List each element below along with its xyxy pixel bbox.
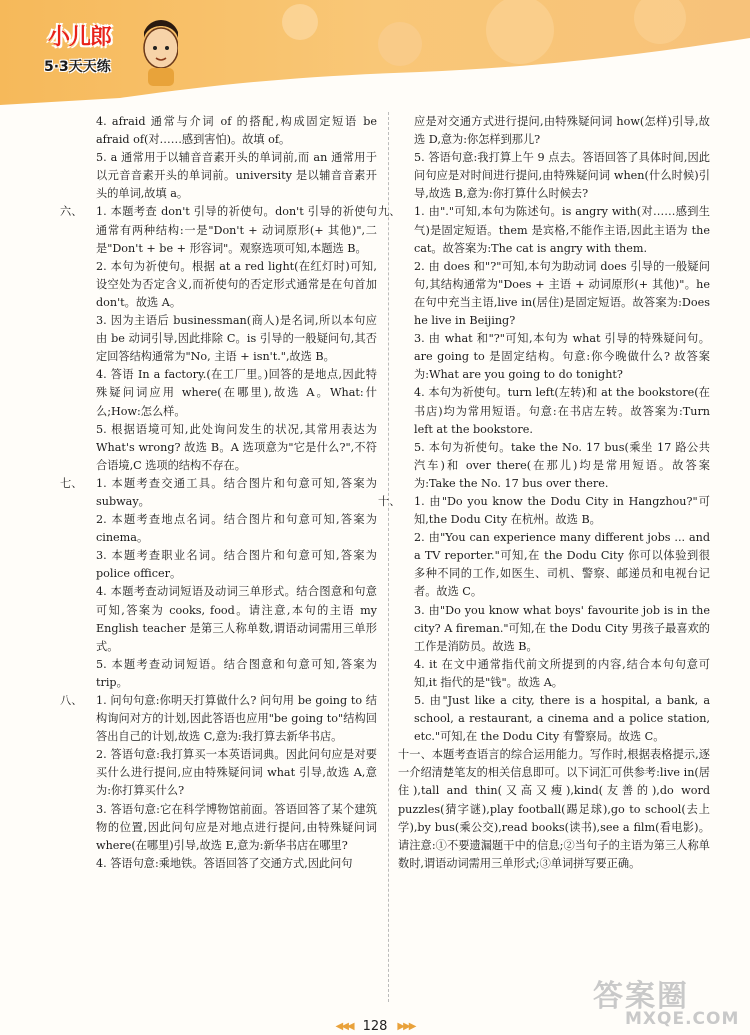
answer-paragraph	[80, 312, 377, 366]
answer-paragraph	[80, 113, 377, 149]
answer-text: 2. 由"You can experience many different jobs ... and a TV reporter."可知,在 the Dodu City 你可以体验到很多种不同的工作,如医生、司机、警察、邮递员和电视台记者。故选 C。	[414, 531, 710, 599]
watermark-url: MXQE.COM	[625, 1009, 740, 1029]
logo-title: 小儿郎	[48, 25, 112, 50]
answer-text: 4. 答语 In a factory.(在工厂里。)回答的是地点,因此特殊疑问词应用 where(在哪里),故选 A。What:什么;How:怎么样。	[96, 368, 377, 418]
watermark-text: 答案圈	[593, 979, 689, 1014]
answer-paragraph	[398, 149, 710, 203]
answer-text: 5. 由"Just like a city, there is a hospital, a bank, a school, a restaurant, a cinema and a police station, etc."可知,在 the Dodu City 有警察局。故选 C。	[414, 694, 710, 744]
answer-text: 2. 本题考查地点名词。结合图片和句意可知,答案为 cinema。	[96, 513, 377, 545]
answer-text: 4. afraid 通常与介词 of 的搭配,构成固定短语 be afraid of(对……感到害怕)。故填 of。	[96, 115, 377, 147]
answer-paragraph	[80, 149, 377, 203]
answer-text: 5. a 通常用于以辅音音素开头的单词前,而 an 通常用于以元音音素开头的单词前。university 是以辅音音素开头的单词,故填 a。	[96, 151, 377, 201]
answer-text: 3. 答语句意:它在科学博物馆前面。答语回答了某个建筑物的位置,因此问句应是对地点进行提问,由特殊疑问词 where(在哪里)引导,故选 E,意为:新华书店在哪里?	[96, 802, 377, 852]
series-logo	[18, 8, 178, 88]
answer-text: 5. 本句为祈使句。take the No. 17 bus(乘坐 17 路公共汽车)和 over there(在那儿)均是常用短语。故答案为:Take the No. 17 bus over there.	[414, 440, 710, 490]
answer-paragraph	[398, 113, 710, 149]
answer-paragraph	[378, 203, 710, 257]
arrows-right-icon: ▶▶▶	[397, 1021, 415, 1032]
answer-text: 1. 本题考查 don't 引导的祈使句。don't 引导的祈使句通常有两种结构:一是"Don't + 动词原形(+ 其他)",二是"Don't + be + 形容词"。观察选项可知,本题选 B。	[96, 205, 377, 255]
answer-paragraph	[80, 746, 377, 800]
answer-paragraph	[398, 258, 710, 330]
answer-text: 5. 答语句意:我打算上午 9 点去。答语回答了具体时间,因此问句应是对时间进行提问,由特殊疑问词 when(什么时候)引导,故选 B,意为:你打算什么时候去?	[414, 151, 710, 201]
answer-paragraph	[80, 258, 377, 312]
answer-paragraph	[398, 692, 710, 746]
answer-paragraph	[398, 384, 710, 438]
answer-text: 1. 问句句意:你明天打算做什么? 问句用 be going to 结构询问对方的计划,因此答语也应用"be going to"结构回答出自己的计划,故选 C,意为:我打算去新华书店。	[96, 694, 377, 744]
answer-text: 应是对交通方式进行提问,由特殊疑问词 how(怎样)引导,故选 D,意为:你怎样到那儿?	[414, 115, 710, 147]
section-label: 十一、	[398, 748, 432, 762]
answer-text: 1. 由"."可知,本句为陈述句。is angry with(对……感到生气)是固定短语。them 是宾格,不能作主语,因此主语为 the cat。故答案为:The cat is angry with them.	[414, 205, 710, 255]
answer-text: 3. 由 what 和"?"可知,本句为 what 引导的特殊疑问句。are going to 是固定结构。句意:你今晚做什么? 故答案为:What are you going to do tonight?	[414, 332, 710, 382]
answer-paragraph	[398, 656, 710, 692]
answer-text: 4. 本题考查动词短语及动词三单形式。结合图意和句意可知,答案为 cooks, food。请注意,本句的主语 my English teacher 是第三人称单数,谓语动词需用三单形式。	[96, 585, 377, 653]
answer-paragraph	[80, 855, 377, 873]
page-number: 128	[362, 1019, 388, 1034]
answer-text: 5. 本题考查动词短语。结合图意和句意可知,答案为 trip。	[96, 657, 377, 689]
answer-text: 3. 因为主语后 businessman(商人)是名词,所以本句应由 be 动词引导,因此排除 C。is 引导的一般疑问句,其否定回答结构通常为"No, 主语 + isn't.",故选 B。	[96, 314, 377, 364]
left-column	[60, 113, 377, 873]
answer-text: 4. it 在文中通常指代前文所提到的内容,结合本句句意可知,it 指代的是"钱"。故选 A。	[414, 657, 710, 689]
answer-paragraph	[80, 801, 377, 855]
answer-paragraph	[398, 746, 710, 873]
answer-paragraph	[398, 529, 710, 601]
answer-text: 1. 由"Do you know the Dodu City in Hangzhou?"可知,the Dodu City 在杭州。故选 B。	[414, 494, 710, 527]
answer-text: 4. 答语句意:乘地铁。答语回答了交通方式,因此问句	[96, 856, 353, 870]
answer-paragraph	[80, 583, 377, 655]
answer-text: 5. 根据语境可知,此处询问发生的状况,其常用表达为 What's wrong? 故选 B。A 选项意为"它是什么?",不符合语境,C 选项的结构不存在。	[96, 422, 377, 472]
answer-paragraph	[398, 602, 710, 656]
answer-text: 2. 本句为祈使句。根据 at a red light(在红灯时)可知,设空处为否定含义,而祈使句的否定形式通常是在句首加 don't。故选 A。	[96, 259, 377, 309]
answer-paragraph	[80, 421, 377, 475]
answer-paragraph	[60, 203, 377, 257]
answer-paragraph	[398, 439, 710, 493]
right-column	[378, 113, 710, 873]
header-banner	[0, 0, 750, 105]
column-divider	[388, 112, 389, 1002]
section-label: 九、	[378, 205, 401, 219]
arrows-left-icon: ◀◀◀	[335, 1021, 353, 1032]
section-label: 十、	[378, 494, 401, 508]
answer-text: 4. 本句为祈使句。turn left(左转)和 at the bookstore(在书店)均为常用短语。句意:在书店左转。故答案为:Turn left at the bookstore.	[414, 386, 710, 436]
answer-text: 3. 本题考查职业名词。结合图片和句意可知,答案为 police officer。	[96, 549, 377, 581]
section-label: 八、	[60, 694, 83, 707]
answer-text: 1. 本题考查交通工具。结合图片和句意可知,答案为 subway。	[96, 476, 377, 508]
answer-paragraph	[80, 547, 377, 583]
answer-text: 2. 由 does 和"?"可知,本句为助动词 does 引导的一般疑问句,其结构通常为"Does + 主语 + 动词原形(+ 其他)"。he 在句中充当主语,live in(居住)是固定短语。故答案为:Does he live in Beijing?	[414, 259, 710, 328]
section-label: 七、	[60, 476, 83, 490]
answer-paragraph	[80, 511, 377, 547]
answer-text: 本题考查语言的综合运用能力。写作时,根据表格提示,逐一介绍清楚笔友的相关信息即可。以下词汇可供参考:live in(居住),tall and thin(又高又瘦),kind(友善的),do word puzzles(猜字谜),play football(踢足球),go to school(去上学),by bus(乘公交),read books(读书),see a film(看电影)。请注意:①不要遗漏题干中的信息;②当句子的主语为第三人称单数时,谓语动词需用三单形式;③单词拼写要正确。	[398, 748, 710, 870]
answer-paragraph	[60, 692, 377, 746]
section-label: 六、	[60, 205, 83, 219]
logo-subtitle: 5·3天天练	[44, 59, 111, 75]
answer-paragraph	[398, 330, 710, 384]
answer-paragraph	[80, 366, 377, 420]
answer-text: 3. 由"Do you know what boys' favourite job is in the city? A fireman."可知,在 the Dodu City 男孩子最喜欢的工作是消防员。故选 B。	[414, 603, 710, 653]
answer-paragraph	[378, 493, 710, 529]
answer-paragraph	[80, 656, 377, 692]
watermark-logo	[585, 965, 745, 1033]
answer-text: 2. 答语句意:我打算买一本英语词典。因此问句应是对要买什么进行提问,应由特殊疑问词 what 引导,故选 A,意为:你打算买什么?	[96, 748, 377, 798]
answer-paragraph	[60, 475, 377, 511]
